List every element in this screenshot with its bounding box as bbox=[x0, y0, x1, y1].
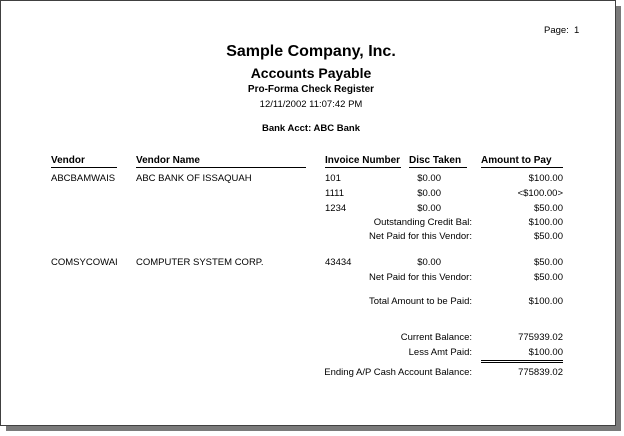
amount-to-pay: $50.00 bbox=[533, 257, 563, 268]
bank-account: Bank Acct: ABC Bank bbox=[261, 123, 360, 134]
double-underline bbox=[481, 360, 563, 363]
amount-to-pay: $100.00 bbox=[528, 173, 563, 184]
invoice-number: 1234 bbox=[325, 203, 347, 214]
invoice-number: 101 bbox=[325, 173, 341, 184]
vendor-code: COMSYCOWAI bbox=[51, 257, 118, 268]
total-amount-label: Total Amount to be Paid: bbox=[369, 296, 472, 307]
less-amt-paid-value: $100.00 bbox=[528, 347, 563, 358]
report-module: Accounts Payable bbox=[250, 65, 372, 81]
vendor-name: ABC BANK OF ISSAQUAH bbox=[136, 173, 252, 184]
amount-to-pay: <$100.00> bbox=[517, 188, 563, 199]
less-amt-paid-label: Less Amt Paid: bbox=[408, 347, 472, 358]
ending-balance-value: 775839.02 bbox=[518, 367, 563, 378]
disc-taken: $0.00 bbox=[417, 188, 441, 199]
total-amount-value: $100.00 bbox=[528, 296, 563, 307]
net-paid-label: Net Paid for this Vendor: bbox=[369, 272, 472, 283]
company-title: Sample Company, Inc. bbox=[226, 43, 396, 60]
disc-taken: $0.00 bbox=[417, 257, 441, 268]
col-invoice-number: Invoice Number bbox=[325, 155, 401, 166]
col-vendor: Vendor bbox=[51, 155, 117, 168]
outstanding-credit-value: $100.00 bbox=[528, 217, 563, 228]
invoice-number: 43434 bbox=[325, 257, 352, 268]
vendor-code: ABCBAMWAIS bbox=[51, 173, 116, 184]
page-label: Page: bbox=[544, 25, 569, 36]
disc-taken: $0.00 bbox=[417, 203, 441, 214]
col-vendor-name: Vendor Name bbox=[136, 155, 306, 168]
disc-taken: $0.00 bbox=[417, 173, 441, 184]
ending-balance-label: Ending A/P Cash Account Balance: bbox=[324, 367, 472, 378]
invoice-number: 1111 bbox=[325, 188, 345, 199]
net-paid-value: $50.00 bbox=[533, 231, 563, 242]
net-paid-value: $50.00 bbox=[533, 272, 563, 283]
page-number: 1 bbox=[574, 25, 580, 36]
outstanding-credit-label: Outstanding Credit Bal: bbox=[373, 217, 472, 228]
net-paid-label: Net Paid for this Vendor: bbox=[369, 231, 472, 242]
col-disc-taken: Disc Taken bbox=[409, 155, 467, 168]
current-balance-value: 775939.02 bbox=[518, 332, 563, 343]
current-balance-label: Current Balance: bbox=[400, 332, 472, 343]
report-name: Pro-Forma Check Register bbox=[247, 84, 375, 95]
amount-to-pay: $50.00 bbox=[533, 203, 563, 214]
report-datetime: 12/11/2002 11:07:42 PM bbox=[259, 99, 363, 110]
vendor-name: COMPUTER SYSTEM CORP. bbox=[136, 257, 264, 268]
col-amount-to-pay: Amount to Pay bbox=[481, 155, 563, 168]
